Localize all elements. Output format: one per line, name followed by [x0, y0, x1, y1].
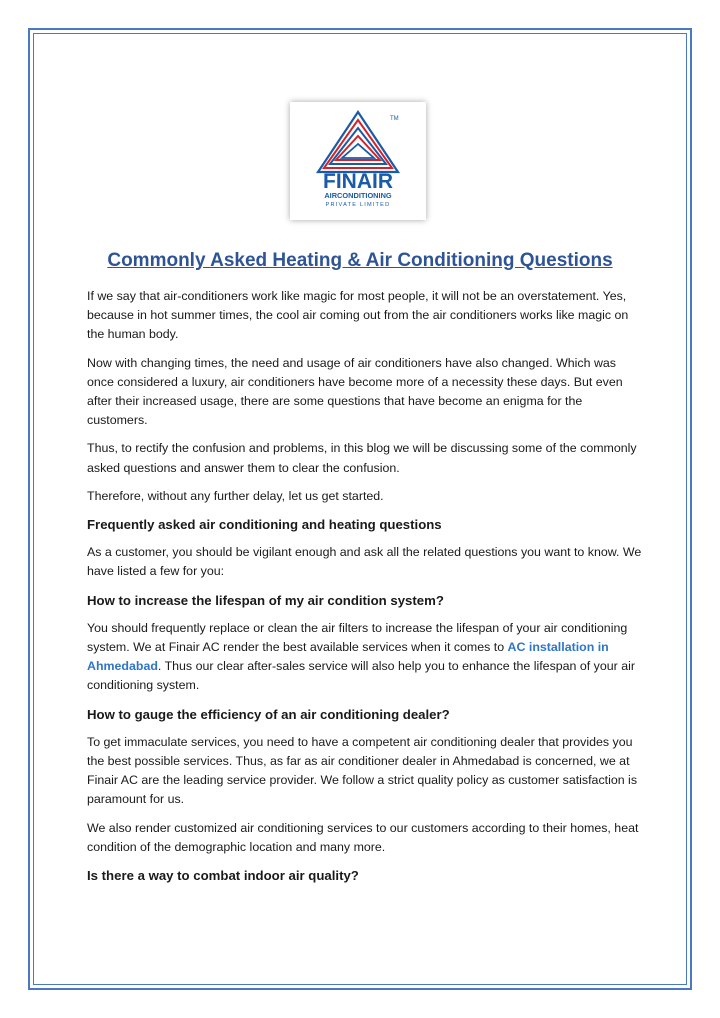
paragraph: If we say that air-conditioners work like magic for most people, it will not be an overstatement. Yes, because in hot summer times, the cool air coming out from the air conditioners works like magic on the human body. — [87, 289, 629, 342]
section-heading: How to gauge the efficiency of an air conditioning dealer? — [87, 706, 450, 722]
paragraph: Thus, to rectify the confusion and problems, in this blog we will be discussing some of the commonly asked questions and answer them to clear the confusion. — [87, 441, 637, 475]
paragraph-text: . Thus our clear after-sales service will also help you to enhance the lifespan of your air conditioning system. — [87, 659, 635, 693]
paragraph — [87, 619, 643, 696]
logo-subtitle: PRIVATE LIMITED — [325, 202, 391, 208]
ac-installation-link[interactable]: AC installation in Ahmedabad — [87, 640, 609, 674]
section-heading: Is there a way to combat indoor air quality? — [87, 868, 359, 884]
page-title: Commonly Asked Heating & Air Conditioning Questions — [107, 250, 613, 271]
logo-tagline: AIRCONDITIONING — [324, 191, 392, 200]
paragraph: Therefore, without any further delay, let us get started. — [87, 488, 384, 503]
section-heading: How to increase the lifespan of my air condition system? — [87, 592, 444, 608]
trademark-mark: TM — [390, 116, 399, 122]
paragraph: As a customer, you should be vigilant enough and ask all the related questions you want to know. We have listed a few for you: — [87, 545, 642, 579]
paragraph: Now with changing times, the need and usage of air conditioners have also changed. Which was once considered a luxury, air conditioners have become more of a necessity these days. But even after their increased usage, there are some questions that have become an enigma for the customers. — [87, 355, 623, 428]
finair-logo-icon — [290, 102, 426, 220]
paragraph: We also render customized air conditioning services to our customers according to their homes, heat condition of the demographic location and many more. — [87, 820, 639, 854]
company-logo — [290, 102, 426, 220]
paragraph: To get immaculate services, you need to have a competent air conditioning dealer that provides you the best possible services. Thus, as far as air conditioner dealer in Ahmedabad is concerned, we at Finair AC are the leading service provider. We follow a strict quality policy as customer satisfaction is paramount for us. — [87, 734, 638, 807]
section-heading: Frequently asked air conditioning and heating questions — [87, 517, 442, 533]
logo-brand-name: FINAIR — [323, 170, 393, 193]
article-body — [87, 287, 643, 894]
paragraph-text: You should frequently replace or clean the air filters to increase the lifespan of your air conditioning system. We at Finair AC render the best available services when it comes to — [87, 620, 628, 655]
